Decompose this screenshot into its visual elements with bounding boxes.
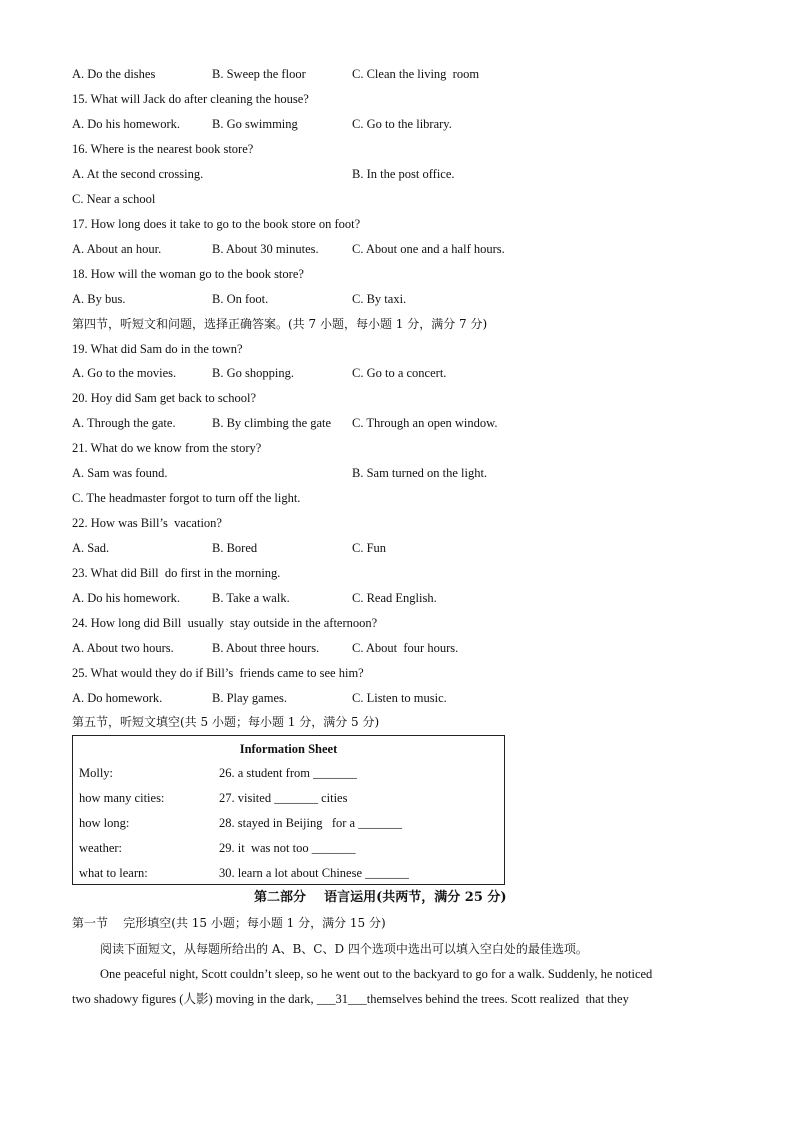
info-item-30: 30. learn a lot about Chinese _______: [219, 866, 409, 880]
q16-question: 16. Where is the nearest book store?: [72, 142, 254, 156]
q16-option-a: A. At the second crossing.: [72, 167, 204, 181]
q15-option-b: B. Go swimming: [212, 117, 298, 131]
section-5-heading: 第五节，听短文填空(共 5 小题；每小题 1 分，满分 5 分): [72, 715, 380, 729]
q24-option-c: C. About four hours.: [352, 641, 459, 655]
q25-option-b: B. Play games.: [212, 691, 287, 705]
q20-option-a: A. Through the gate.: [72, 416, 176, 430]
q15-option-c: C. Go to the library.: [352, 117, 452, 131]
q22-question: 22. How was Bill’s vacation?: [72, 516, 222, 530]
part-2-title: 第二部分 语言运用(共两节，满分 25 分): [254, 890, 507, 905]
q14-option-a: A. Do the dishes: [72, 67, 156, 81]
info-item-26: 26. a student from _______: [219, 766, 357, 780]
q14-option-c: C. Clean the living room: [352, 67, 480, 81]
q23-option-b: B. Take a walk.: [212, 591, 290, 605]
passage-line-2-start: two shadowy figures (人影) moving in the dark,: [72, 992, 317, 1006]
q21-option-b: B. Sam turned on the light.: [352, 466, 488, 480]
info-label-weather: weather:: [79, 841, 123, 855]
q21-option-a: A. Sam was found.: [72, 466, 168, 480]
q21-option-c: C. The headmaster forgot to turn off the light.: [72, 491, 301, 505]
q18-option-a: A. By bus.: [72, 292, 126, 306]
blank-31: ___31___: [316, 992, 367, 1006]
q16-option-c: C. Near a school: [72, 192, 156, 206]
information-sheet-title: Information Sheet: [239, 742, 338, 756]
q19-question: 19. What did Sam do in the town?: [72, 342, 243, 356]
q22-option-b: B. Bored: [212, 541, 258, 555]
q23-option-a: A. Do his homework.: [72, 591, 180, 605]
info-label-learn: what to learn:: [79, 866, 148, 880]
q15-option-a: A. Do his homework.: [72, 117, 180, 131]
q20-option-c: C. Through an open window.: [352, 416, 498, 430]
q25-question: 25. What would they do if Bill’s friends came to see him?: [72, 666, 364, 680]
q19-option-a: A. Go to the movies.: [72, 366, 177, 380]
q14-option-b: B. Sweep the floor: [212, 67, 306, 81]
info-item-28: 28. stayed in Beijing for a _______: [219, 816, 402, 830]
q25-option-a: A. Do homework.: [72, 691, 163, 705]
q18-option-c: C. By taxi.: [352, 292, 407, 306]
passage-line-2-end: themselves behind the trees. Scott realized that they: [366, 992, 629, 1006]
info-label-how-long: how long:: [79, 816, 130, 830]
q17-option-c: C. About one and a half hours.: [352, 242, 505, 256]
info-item-29: 29. it was not too _______: [219, 841, 356, 855]
q16-option-b: B. In the post office.: [352, 167, 455, 181]
q23-option-c: C. Read English.: [352, 591, 437, 605]
q17-option-b: B. About 30 minutes.: [212, 242, 319, 256]
q18-option-b: B. On foot.: [212, 292, 269, 306]
q20-question: 20. Hoy did Sam get back to school?: [72, 391, 256, 405]
section-4-heading: 第四节，听短文和问题，选择正确答案。(共 7 小题，每小题 1 分，满分 7 分): [72, 317, 488, 331]
info-label-cities: how many cities:: [79, 791, 165, 805]
q17-question: 17. How long does it take to go to the book store on foot?: [72, 217, 361, 231]
q19-option-b: B. Go shopping.: [212, 366, 294, 380]
q22-option-c: C. Fun: [352, 541, 387, 555]
info-label-molly: Molly:: [79, 766, 114, 780]
q22-option-a: A. Sad.: [72, 541, 110, 555]
info-item-27: 27. visited _______ cities: [219, 791, 348, 805]
q20-option-b: B. By climbing the gate: [212, 416, 332, 430]
q25-option-c: C. Listen to music.: [352, 691, 447, 705]
passage-line-2: [72, 991, 629, 1007]
part-2-section-1-heading: 第一节 完形填空(共 15 小题；每小题 1 分，满分 15 分): [72, 916, 386, 930]
q15-question: 15. What will Jack do after cleaning the house?: [72, 92, 309, 106]
information-sheet-table: [72, 735, 505, 885]
q24-option-a: A. About two hours.: [72, 641, 174, 655]
cloze-instruction: 阅读下面短文，从每题所给出的 A、B、C、D 四个选项中选出可以填入空白处的最佳选项。: [100, 942, 588, 956]
q17-option-a: A. About an hour.: [72, 242, 162, 256]
q24-option-b: B. About three hours.: [212, 641, 320, 655]
q21-question: 21. What do we know from the story?: [72, 441, 262, 455]
q24-question: 24. How long did Bill usually stay outside in the afternoon?: [72, 616, 378, 630]
q18-question: 18. How will the woman go to the book store?: [72, 267, 304, 281]
q23-question: 23. What did Bill do first in the morning.: [72, 566, 281, 580]
passage-line-1: One peaceful night, Scott couldn’t sleep, so he went out to the backyard to go for a walk. Suddenly, he noticed: [100, 967, 653, 981]
q19-option-c: C. Go to a concert.: [352, 366, 447, 380]
